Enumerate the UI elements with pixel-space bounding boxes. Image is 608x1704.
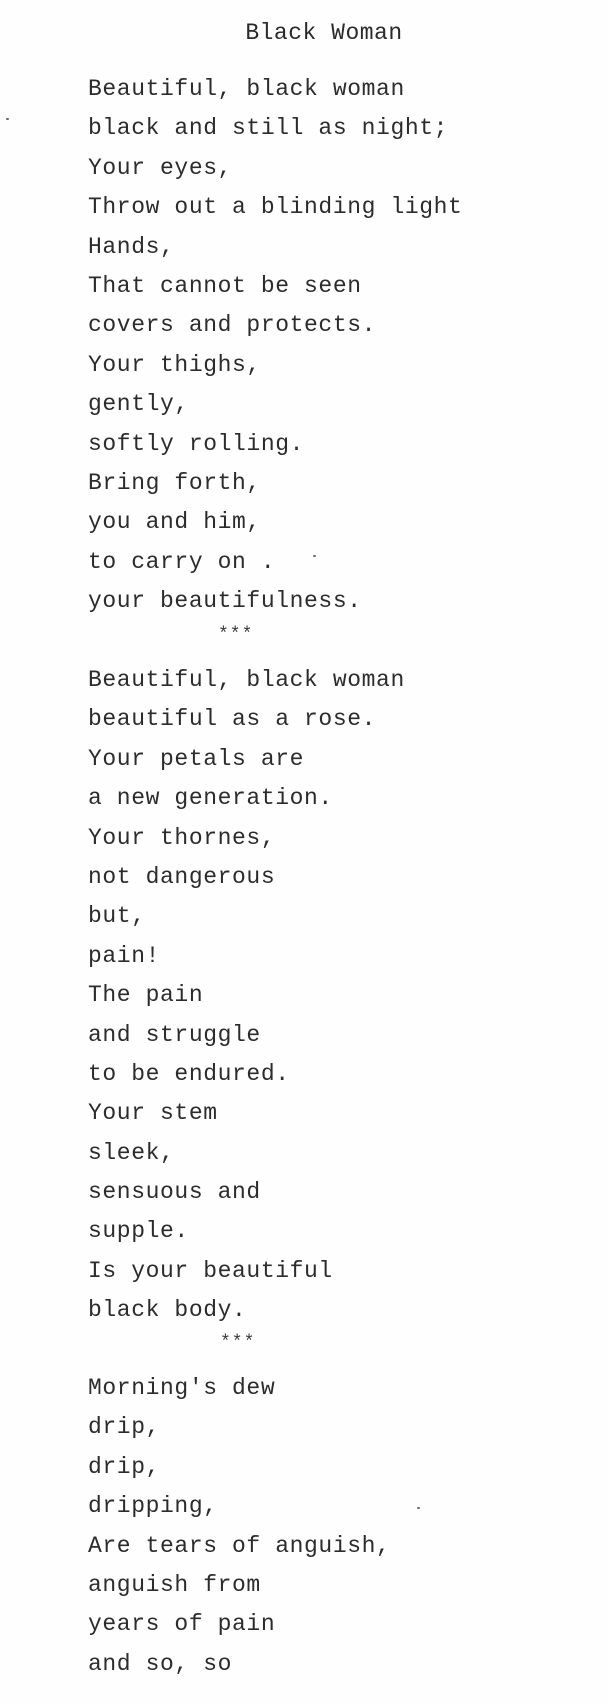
poem-line: your beautifulness.	[88, 588, 362, 615]
poem-line: Throw out a blinding light	[88, 194, 463, 221]
poem-line: and struggle	[88, 1021, 261, 1048]
poem-line: and so, so	[88, 1650, 233, 1677]
poem-line: sleek,	[88, 1139, 175, 1166]
poem-line: Bring forth,	[88, 469, 261, 496]
poem-line: covers and protects.	[88, 312, 377, 339]
poem-line: Beautiful, black woman	[88, 76, 405, 102]
poem-line: you and him,	[88, 509, 261, 536]
poem-line: not dangerous	[88, 863, 276, 890]
poem-line: drip,	[88, 1453, 161, 1480]
poem-line: Hands,	[88, 233, 175, 260]
poem-line: The pain	[88, 982, 204, 1009]
poem-title: Black Woman	[245, 20, 403, 46]
poem-line: drip,	[88, 1414, 161, 1441]
poem-line: gently,	[88, 391, 189, 418]
poem-line: Your stem	[88, 1100, 218, 1127]
stanza-1	[88, 78, 462, 629]
stanza-separator: ***	[220, 1333, 256, 1353]
poem-line: supple.	[88, 1218, 189, 1245]
poem-line: Morning's dew	[88, 1375, 276, 1401]
poem-line: to carry on .	[88, 548, 276, 575]
poem-line: years of pain	[88, 1611, 276, 1638]
poem-line: Your petals are	[88, 745, 305, 772]
poem-line: black and still as night;	[88, 115, 449, 142]
paper-speck	[417, 1507, 420, 1509]
stanza-separator: ***	[218, 625, 254, 645]
poem-line: Is your beautiful	[88, 1257, 333, 1284]
poem-line: sensuous and	[88, 1179, 261, 1206]
stanza-3	[88, 1377, 390, 1692]
poem-line: dripping,	[88, 1493, 218, 1520]
paper-speck	[313, 555, 316, 557]
poem-line: Are tears of anguish,	[88, 1532, 391, 1559]
poem-line: to be endured.	[88, 1060, 290, 1087]
poem-line: a new generation.	[88, 785, 333, 812]
poem-line: That cannot be seen	[88, 272, 362, 299]
poem-line: Your eyes,	[88, 154, 233, 181]
poem-line: Your thighs,	[88, 351, 261, 378]
poem-line: Beautiful, black woman	[88, 667, 405, 693]
poem-line: softly rolling.	[88, 430, 305, 457]
stanza-2	[88, 669, 405, 1339]
poem-line: but,	[88, 903, 146, 930]
poem-line: Your thornes,	[88, 824, 276, 851]
poem-line: pain!	[88, 942, 161, 969]
poem-line: beautiful as a rose.	[88, 706, 377, 733]
paper-speck	[6, 118, 9, 120]
poem-line: black body.	[88, 1297, 247, 1324]
poem-line: anguish from	[88, 1571, 261, 1598]
